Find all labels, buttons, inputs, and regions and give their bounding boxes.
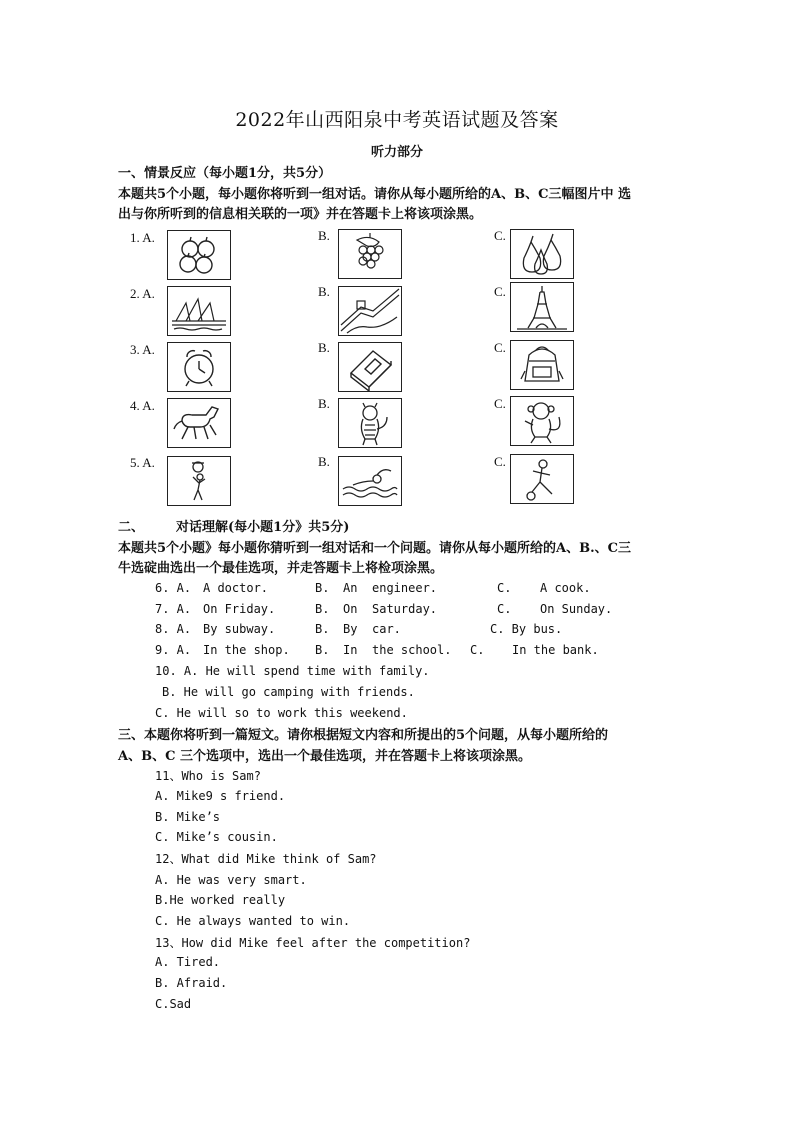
q9-option-c: In the bank. (512, 643, 599, 657)
section1-instruction-line2: 出与你所听到的信息相关联的一项》并在答题卡上将该项涂黑。 (118, 207, 483, 222)
horse-icon[interactable] (167, 398, 231, 448)
q6-c-label: C. (497, 581, 512, 595)
q4-c-label: C. (494, 396, 506, 411)
q13-question: 13、How did Mike feel after the competition? (155, 936, 471, 950)
soccer-icon[interactable] (510, 454, 574, 504)
basketball-icon[interactable] (167, 456, 231, 506)
q13-option-c: C.Sad (155, 997, 192, 1011)
q6-b-word: An (343, 581, 358, 595)
q6-number: 6. A. (155, 581, 192, 595)
backpack-icon[interactable] (510, 340, 574, 390)
section2-heading: 对话理解(每小题1分》共5分) (176, 520, 350, 535)
q7-c-label: C. (497, 602, 512, 616)
book-icon[interactable] (338, 342, 402, 392)
q4-b-label: B. (318, 396, 330, 411)
q6-option-b: engineer. (372, 581, 438, 595)
apples-icon[interactable] (167, 230, 231, 280)
q2-b-label: B. (318, 284, 330, 299)
q1-label: 1. A. (130, 230, 155, 245)
q12-option-a: A. He was very smart. (155, 873, 307, 887)
q13-option-a: A. Tired. (155, 955, 221, 969)
q6-option-c: A cook. (540, 581, 591, 595)
q5-b-label: B. (318, 454, 330, 469)
q10-option-b: B. He will go camping with friends. (162, 685, 415, 699)
q1-b-label: B. (318, 228, 330, 243)
q12-option-b: B.He worked really (155, 893, 286, 907)
q3-label: 3. A. (130, 342, 155, 357)
q7-b-label: B. (315, 602, 330, 616)
q10-option-a: 10. A. He will spend time with family. (155, 664, 430, 678)
q2-c-label: C. (494, 284, 506, 299)
q1-c-label: C. (494, 228, 506, 243)
q7-option-b: Saturday. (372, 602, 438, 616)
section3-instruction-line2: A、B、C 三个选项中，选出一个最佳选项，并在答题卡上将该项涂黑。 (118, 749, 531, 764)
q9-c-label: C. (470, 643, 485, 657)
q8-b-word: By (343, 622, 358, 636)
pears-icon[interactable] (510, 229, 574, 279)
q9-option-b: the school. (372, 643, 452, 657)
q12-option-c: C. He always wanted to win. (155, 914, 351, 928)
q8-option-a: By subway. (203, 622, 276, 636)
tiger-icon[interactable] (338, 398, 402, 448)
great-wall-icon[interactable] (338, 286, 402, 336)
q13-option-b: B. Afraid. (155, 976, 228, 990)
q11-option-a: A. Mike9 s friend. (155, 789, 286, 803)
q3-c-label: C. (494, 340, 506, 355)
page-title: 2022年山西阳泉中考英语试题及答案 (235, 109, 559, 131)
q7-option-c: On Sunday. (540, 602, 613, 616)
section3-instruction-line1: 三、本题你将听到一篇短文。请你根据短文内容和所提出的5个问题，从每小题所给的 (118, 728, 609, 743)
eiffel-tower-icon[interactable] (510, 282, 574, 332)
q11-option-c: C. Mike’s cousin. (155, 830, 278, 844)
q9-option-a: In the shop. (203, 643, 290, 657)
opera-house-icon[interactable] (167, 286, 231, 336)
monkey-icon[interactable] (510, 396, 574, 446)
section1-instruction-line1: 本题共5个小题，每小题你将听到一组对话。请你从每小题所给的A、B、C三幅图片中 选 (118, 187, 631, 202)
q9-b-label: B. (315, 643, 330, 657)
q8-b-label: B. (315, 622, 330, 636)
q12-question: 12、What did Mike think of Sam? (155, 852, 377, 866)
alarm-clock-icon[interactable] (167, 342, 231, 392)
section2-number: 二、 (118, 520, 145, 535)
q4-label: 4. A. (130, 398, 155, 413)
q11-question: 11、Who is Sam? (155, 769, 261, 783)
q9-number: 9. A. (155, 643, 192, 657)
swimming-icon[interactable] (338, 456, 402, 506)
q10-option-c: C. He will so to work this weekend. (155, 706, 408, 720)
listening-header: 听力部分 (370, 145, 423, 160)
q6-option-a: A doctor. (203, 581, 269, 595)
q2-label: 2. A. (130, 286, 155, 301)
q5-label: 5. A. (130, 455, 155, 470)
q5-c-label: C. (494, 454, 506, 469)
q8-option-b: car. (372, 622, 401, 636)
q9-b-word: In (343, 643, 358, 657)
q7-b-word: On (343, 602, 358, 616)
section2-instruction-line2: 牛选碇曲选出一个最佳选项，并走答题卡上将检项涂黑。 (118, 561, 444, 576)
section1-heading: 一、情景反应（每小题1分，共5分） (118, 166, 332, 181)
q11-option-b: B. Mike’s (155, 810, 221, 824)
grapes-icon[interactable] (338, 229, 402, 279)
q8-option-c: C. By bus. (490, 622, 563, 636)
q8-number: 8. A. (155, 622, 192, 636)
q3-b-label: B. (318, 340, 330, 355)
q7-option-a: On Friday. (203, 602, 276, 616)
q6-b-label: B. (315, 581, 330, 595)
section2-instruction-line1: 本题共5个小题》每小题你猜听到一组对话和一个问题。请你从每小题所给的A、B.、C三 (118, 541, 631, 556)
q7-number: 7. A. (155, 602, 192, 616)
